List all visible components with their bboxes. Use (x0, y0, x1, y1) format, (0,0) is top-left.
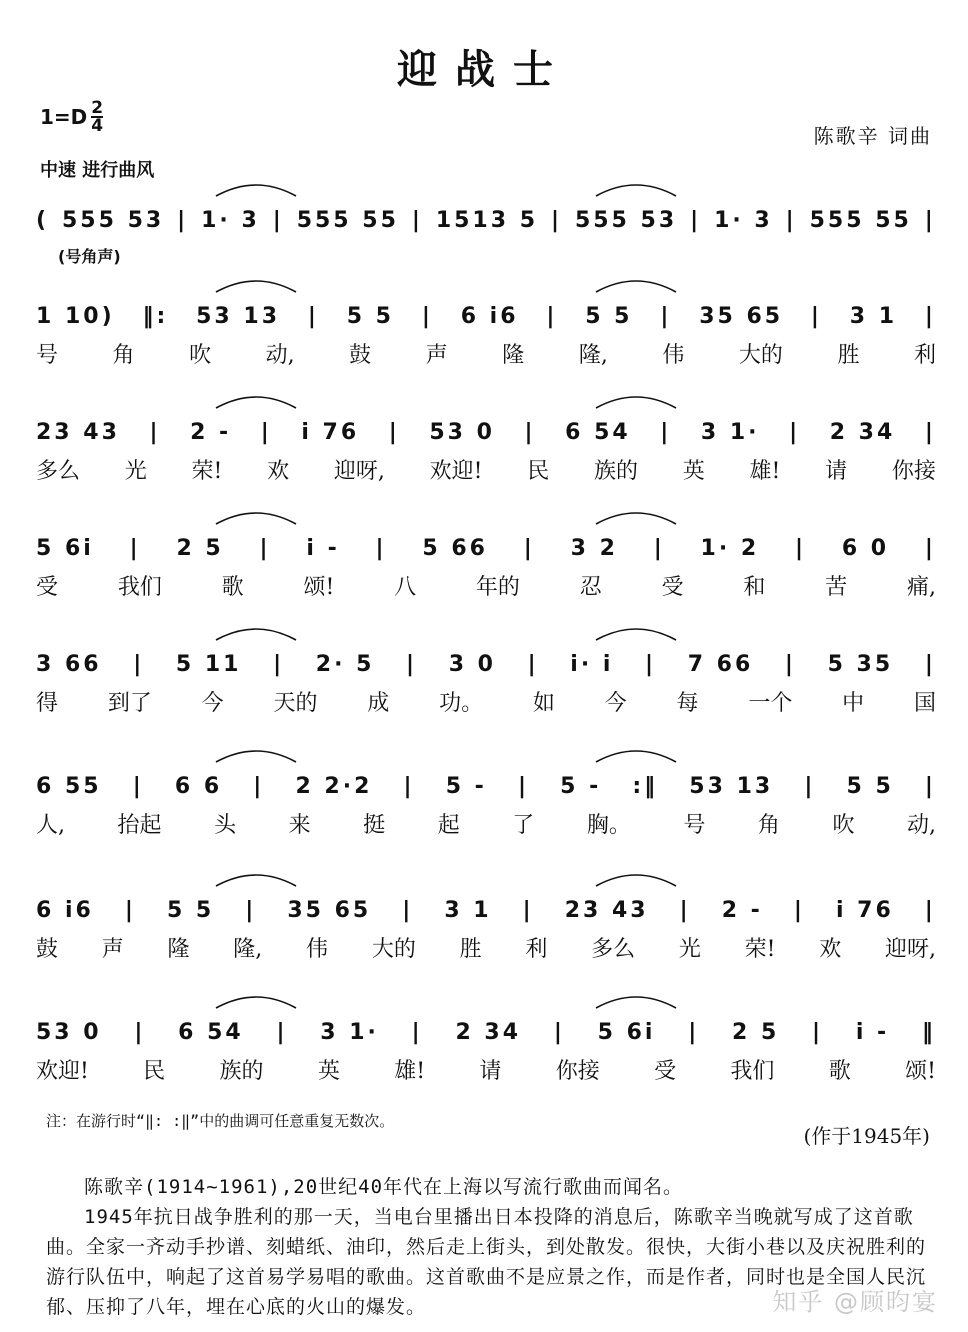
note-group: 555 55 (809, 207, 912, 233)
barline: | (812, 1019, 824, 1045)
lyric-word: 胜 (837, 342, 860, 368)
lyric-word: 苦 (825, 574, 848, 600)
barline: | (245, 897, 257, 923)
horn-label: (号角声) (58, 247, 121, 266)
lyric-word: 欢迎! (429, 458, 483, 484)
lyric-word: 欢迎! (36, 1058, 89, 1084)
lyric-word: 我们 (117, 574, 162, 600)
notes-line (36, 766, 936, 806)
barline: | (406, 651, 418, 677)
barline: | (924, 651, 936, 677)
lyric-word: 来 (288, 812, 311, 838)
lyric-word: 民 (143, 1058, 166, 1084)
lyric-word: 鼓 (349, 342, 372, 368)
note-group: i - (855, 1019, 890, 1045)
lyric-word: 动, (907, 812, 936, 838)
note-group: 23 43 (36, 419, 120, 445)
slur-mark (216, 629, 296, 640)
lyric-word: 利 (913, 342, 936, 368)
time-top: 2 (91, 98, 104, 118)
barline: | (124, 897, 136, 923)
barline: :‖ (632, 773, 659, 799)
barline: | (402, 897, 414, 923)
lyric-word: 多么 (36, 458, 81, 484)
slur-mark (596, 513, 676, 524)
note-group: 6 54 (565, 419, 631, 445)
lyrics-line (36, 1052, 936, 1086)
barline: | (804, 773, 816, 799)
barline: | (690, 207, 702, 233)
lyric-word: 雄! (394, 1058, 426, 1084)
note-group: i 76 (301, 419, 360, 445)
lyrics-line (36, 930, 936, 964)
slur-mark (596, 397, 676, 408)
lyric-word: 号 (36, 342, 59, 368)
barline: | (546, 303, 558, 329)
notes-line (36, 890, 936, 930)
note-group: 2 5 (731, 1019, 780, 1045)
lyric-word: 颂! (303, 574, 335, 600)
lyric-word: 你接 (555, 1058, 600, 1084)
lyric-word: 隆 (167, 936, 190, 962)
slur-mark (596, 185, 676, 196)
barline: | (273, 651, 285, 677)
lyric-word: 受 (661, 574, 684, 600)
note-group: 1· 3 (714, 207, 773, 233)
lyric-word: 歌 (828, 1058, 851, 1084)
time-signature (91, 100, 103, 134)
barline: | (660, 303, 672, 329)
lyric-word: 天的 (273, 690, 318, 716)
lyric-word: 伟 (306, 936, 329, 962)
note-group: 555 55 (296, 207, 399, 233)
barline: | (660, 419, 672, 445)
lyric-word: 光 (678, 936, 701, 962)
barline: | (177, 207, 189, 233)
note-group: i· i (570, 651, 614, 677)
notes-line (36, 412, 936, 452)
slur-mark (216, 997, 296, 1008)
barline: | (924, 419, 936, 445)
barline: | (785, 207, 797, 233)
barline: | (794, 535, 807, 561)
lyric-word: 头 (214, 812, 237, 838)
tempo-marking: 中速 进行曲风 (40, 160, 155, 181)
key-label: 1=D (40, 105, 88, 129)
barline: | (260, 419, 272, 445)
staff-row (36, 1012, 936, 1056)
note-group: 5 6i (36, 535, 94, 561)
barline: | (388, 419, 400, 445)
slur-mark (596, 751, 676, 762)
note-group: 5 - (445, 773, 487, 799)
slur-mark (596, 629, 676, 640)
lyric-word: 中 (842, 690, 865, 716)
lyric-word: 利 (525, 936, 548, 962)
lyric-word: 号 (683, 812, 706, 838)
lyric-word: 族的 (594, 458, 639, 484)
slur-mark (216, 513, 296, 524)
lyric-word: 隆 (502, 342, 525, 368)
lyric-word: 大的 (738, 342, 783, 368)
lyric-word: 欢 (267, 458, 290, 484)
staff-row (36, 200, 936, 244)
note-group: 5 66 (422, 535, 488, 561)
barline: | (276, 1019, 288, 1045)
note-group: 23 43 (564, 897, 649, 923)
note-group: 555 53 (62, 207, 165, 233)
slur-mark (216, 185, 296, 196)
barline: | (259, 535, 271, 561)
barline: | (375, 535, 387, 561)
barline: | (924, 773, 936, 799)
lyric-word: 到了 (107, 690, 152, 716)
lyric-word: 动, (265, 342, 295, 368)
note-group: 53 0 (36, 1019, 102, 1045)
key-signature (40, 100, 103, 134)
barline: | (653, 535, 665, 561)
lyric-word: 声 (425, 342, 448, 368)
song-title: 迎战士 (397, 46, 571, 93)
barline: | (134, 1019, 146, 1045)
lyric-word: 得 (36, 690, 59, 716)
note-group: 6 6 (174, 773, 223, 799)
lyric-word: 今 (201, 690, 224, 716)
note-group: 5 5 (166, 897, 215, 923)
slur-mark (596, 875, 676, 886)
lyric-word: 胸。 (586, 812, 631, 838)
barline: | (645, 651, 657, 677)
notes-line (36, 528, 936, 568)
lyric-word: 八 (394, 574, 417, 600)
note-group: 6 55 (36, 773, 102, 799)
lyric-word: 隆, (578, 342, 608, 368)
staff-row (36, 528, 936, 572)
note-group: 2· 5 (315, 651, 375, 677)
note-group: 5 11 (175, 651, 242, 677)
lyric-word: 族的 (219, 1058, 264, 1084)
note-group: 2 34 (829, 419, 896, 445)
lyric-word: 你接 (891, 458, 936, 484)
barline: | (307, 303, 319, 329)
note-group: 35 65 (699, 303, 784, 329)
note-group: 3 2 (570, 535, 618, 561)
lyric-word: 光 (124, 458, 147, 484)
slur-mark (216, 397, 296, 408)
lyric-word: 人, (36, 812, 65, 838)
barline: | (411, 207, 423, 233)
note-group: 5 5 (585, 303, 633, 329)
barline: | (924, 535, 936, 561)
barline: | (924, 897, 936, 923)
note-group: 555 53 (574, 207, 678, 233)
note-group: 5 35 (827, 651, 894, 677)
barline: | (553, 1019, 565, 1045)
staff-row (36, 766, 936, 810)
lyric-word: 迎呀, (885, 936, 936, 962)
lyric-word: 请 (825, 458, 848, 484)
note-group: i - (306, 535, 340, 561)
barline: | (272, 207, 284, 233)
note-group: 7 66 (687, 651, 754, 677)
barline: | (129, 535, 141, 561)
barline: | (411, 1019, 423, 1045)
note-group: 35 65 (287, 897, 372, 923)
lyric-word: 挺 (363, 812, 386, 838)
lyric-word: 英 (682, 458, 705, 484)
lyric-word: 声 (101, 936, 124, 962)
note-group: 2 2·2 (295, 773, 373, 799)
note-group: 3 1 (444, 897, 492, 923)
composed-date: (作于1945年) (803, 1124, 930, 1148)
lyric-word: 如 (532, 690, 555, 716)
lyric-word: 成 (367, 690, 390, 716)
note-group: 2 34 (455, 1019, 522, 1045)
note-group: 5 5 (346, 303, 394, 329)
lyric-word: 我们 (730, 1058, 775, 1084)
note-group: 6 i6 (460, 303, 519, 329)
lyric-word: 欢 (819, 936, 842, 962)
slur-mark (596, 281, 676, 292)
lyric-word: 颂! (905, 1058, 936, 1084)
barline: | (784, 651, 796, 677)
barline: | (789, 419, 801, 445)
author: 陈歌辛 词曲 (813, 124, 932, 148)
barline: | (527, 651, 539, 677)
note-group: 3 1 (849, 303, 898, 329)
notes-line (36, 200, 936, 240)
lyric-word: 伟 (662, 342, 685, 368)
barline: | (523, 535, 535, 561)
barline: | (793, 897, 805, 923)
barline: | (522, 897, 534, 923)
note-group: 53 13 (689, 773, 774, 799)
lyric-word: 今 (604, 690, 627, 716)
lyrics-line (36, 684, 936, 718)
notes-line (36, 644, 936, 684)
lyric-word: 胜 (459, 936, 482, 962)
lyrics-line (36, 452, 936, 486)
barline: | (253, 773, 265, 799)
barline: ‖ (921, 1019, 936, 1045)
staff-row (36, 296, 936, 340)
barline: | (132, 773, 144, 799)
lyric-word: 多么 (591, 936, 636, 962)
note-group: 6 i6 (36, 897, 94, 923)
lyric-word: 英 (317, 1058, 340, 1084)
lyric-word: 和 (743, 574, 766, 600)
lyric-word: 吹 (832, 812, 855, 838)
lyric-word: 吹 (189, 342, 212, 368)
lyric-word: 受 (654, 1058, 677, 1084)
note-group: 6 54 (178, 1019, 244, 1045)
lyric-word: 功。 (439, 690, 484, 716)
slur-mark (216, 281, 296, 292)
paragraph-intro: 陈歌辛(1914~1961),20世纪40年代在上海以写流行歌曲而闻名。 (84, 1176, 684, 1198)
footnote: 注：在游行时“‖: :‖”中的曲调可任意重复无数次。 (46, 1112, 395, 1130)
barline: ‖: (142, 303, 169, 329)
lyric-word: 角 (757, 812, 780, 838)
lyric-word: 了 (512, 812, 535, 838)
note-group: 2 - (721, 897, 763, 923)
note-group: 53 13 (196, 303, 280, 329)
lyrics-line (36, 336, 936, 370)
barline: | (924, 207, 936, 233)
barline: | (517, 773, 529, 799)
barline: | (688, 1019, 700, 1045)
note-group: 3 1· (700, 419, 760, 445)
barline: | (403, 773, 415, 799)
slur-mark (216, 751, 296, 762)
note-group: 2 5 (176, 535, 224, 561)
barline: | (550, 207, 562, 233)
lyrics-line (36, 806, 936, 840)
note-group: 53 0 (429, 419, 495, 445)
lyric-word: 国 (913, 690, 936, 716)
lyric-word: 忍 (579, 574, 602, 600)
barline: | (149, 419, 161, 445)
lyric-word: 荣! (744, 936, 776, 962)
note-group: 1 10) (36, 303, 115, 329)
note-group: 1513 5 (435, 207, 539, 233)
lyric-word: 大的 (371, 936, 416, 962)
note-group: 5 6i (597, 1019, 656, 1045)
slur-mark (216, 875, 296, 886)
note-group: 1· 3 (201, 207, 260, 233)
staff-row (36, 890, 936, 934)
lyric-word: 请 (479, 1058, 502, 1084)
lyric-word: 隆, (233, 936, 263, 962)
notes-line (36, 1012, 936, 1052)
barline: | (524, 419, 536, 445)
slur-mark (596, 997, 676, 1008)
note-group: 6 0 (841, 535, 890, 561)
paragraph-story: 1945年抗日战争胜利的那一天，当电台里播出日本投降的消息后，陈歌辛当晚就写成了这首歌曲。全家一齐动手抄谱、刻蜡纸、油印，然后走上街头，到处散发。很快，大街小巷以及庆祝胜利的游行队伍中，响起了这首易学易唱的歌曲。这首歌曲不是应景之作，而是作者，同时也是全国人民沉郁、压抑了八年，埋在心底的火山的爆发。 (46, 1206, 927, 1318)
lyric-word: 鼓 (36, 936, 59, 962)
barline: | (924, 303, 936, 329)
note-group: 1· 2 (700, 535, 760, 561)
time-bottom: 4 (91, 116, 104, 136)
lyric-word: 起 (437, 812, 460, 838)
notes-line (36, 296, 936, 336)
lyric-word: 迎呀, (333, 458, 385, 484)
lyrics-line (36, 568, 936, 602)
lyric-word: 一个 (748, 690, 793, 716)
barline: | (810, 303, 822, 329)
note-group: ( (36, 207, 50, 233)
note-group: 2 - (190, 419, 232, 445)
staff-row (36, 644, 936, 688)
note-group: 3 66 (36, 651, 102, 677)
note-group: 3 1· (320, 1019, 379, 1045)
staff-row (36, 412, 936, 456)
lyric-word: 民 (527, 458, 550, 484)
barline: | (421, 303, 433, 329)
lyric-word: 痛, (906, 574, 936, 600)
note-group: 5 - (560, 773, 602, 799)
lyric-word: 歌 (221, 574, 244, 600)
barline: | (133, 651, 145, 677)
lyric-word: 年的 (475, 574, 520, 600)
lyric-word: 雄! (749, 458, 781, 484)
barline: | (679, 897, 691, 923)
note-group: i 76 (835, 897, 894, 923)
lyric-word: 角 (112, 342, 135, 368)
note-group: 3 0 (448, 651, 496, 677)
note-group: 5 5 (846, 773, 894, 799)
lyric-word: 抬起 (117, 812, 162, 838)
lyric-word: 受 (36, 574, 59, 600)
lyric-word: 每 (676, 690, 699, 716)
lyric-word: 荣! (191, 458, 223, 484)
watermark: 知乎 @顾昀宴 (772, 1288, 938, 1316)
